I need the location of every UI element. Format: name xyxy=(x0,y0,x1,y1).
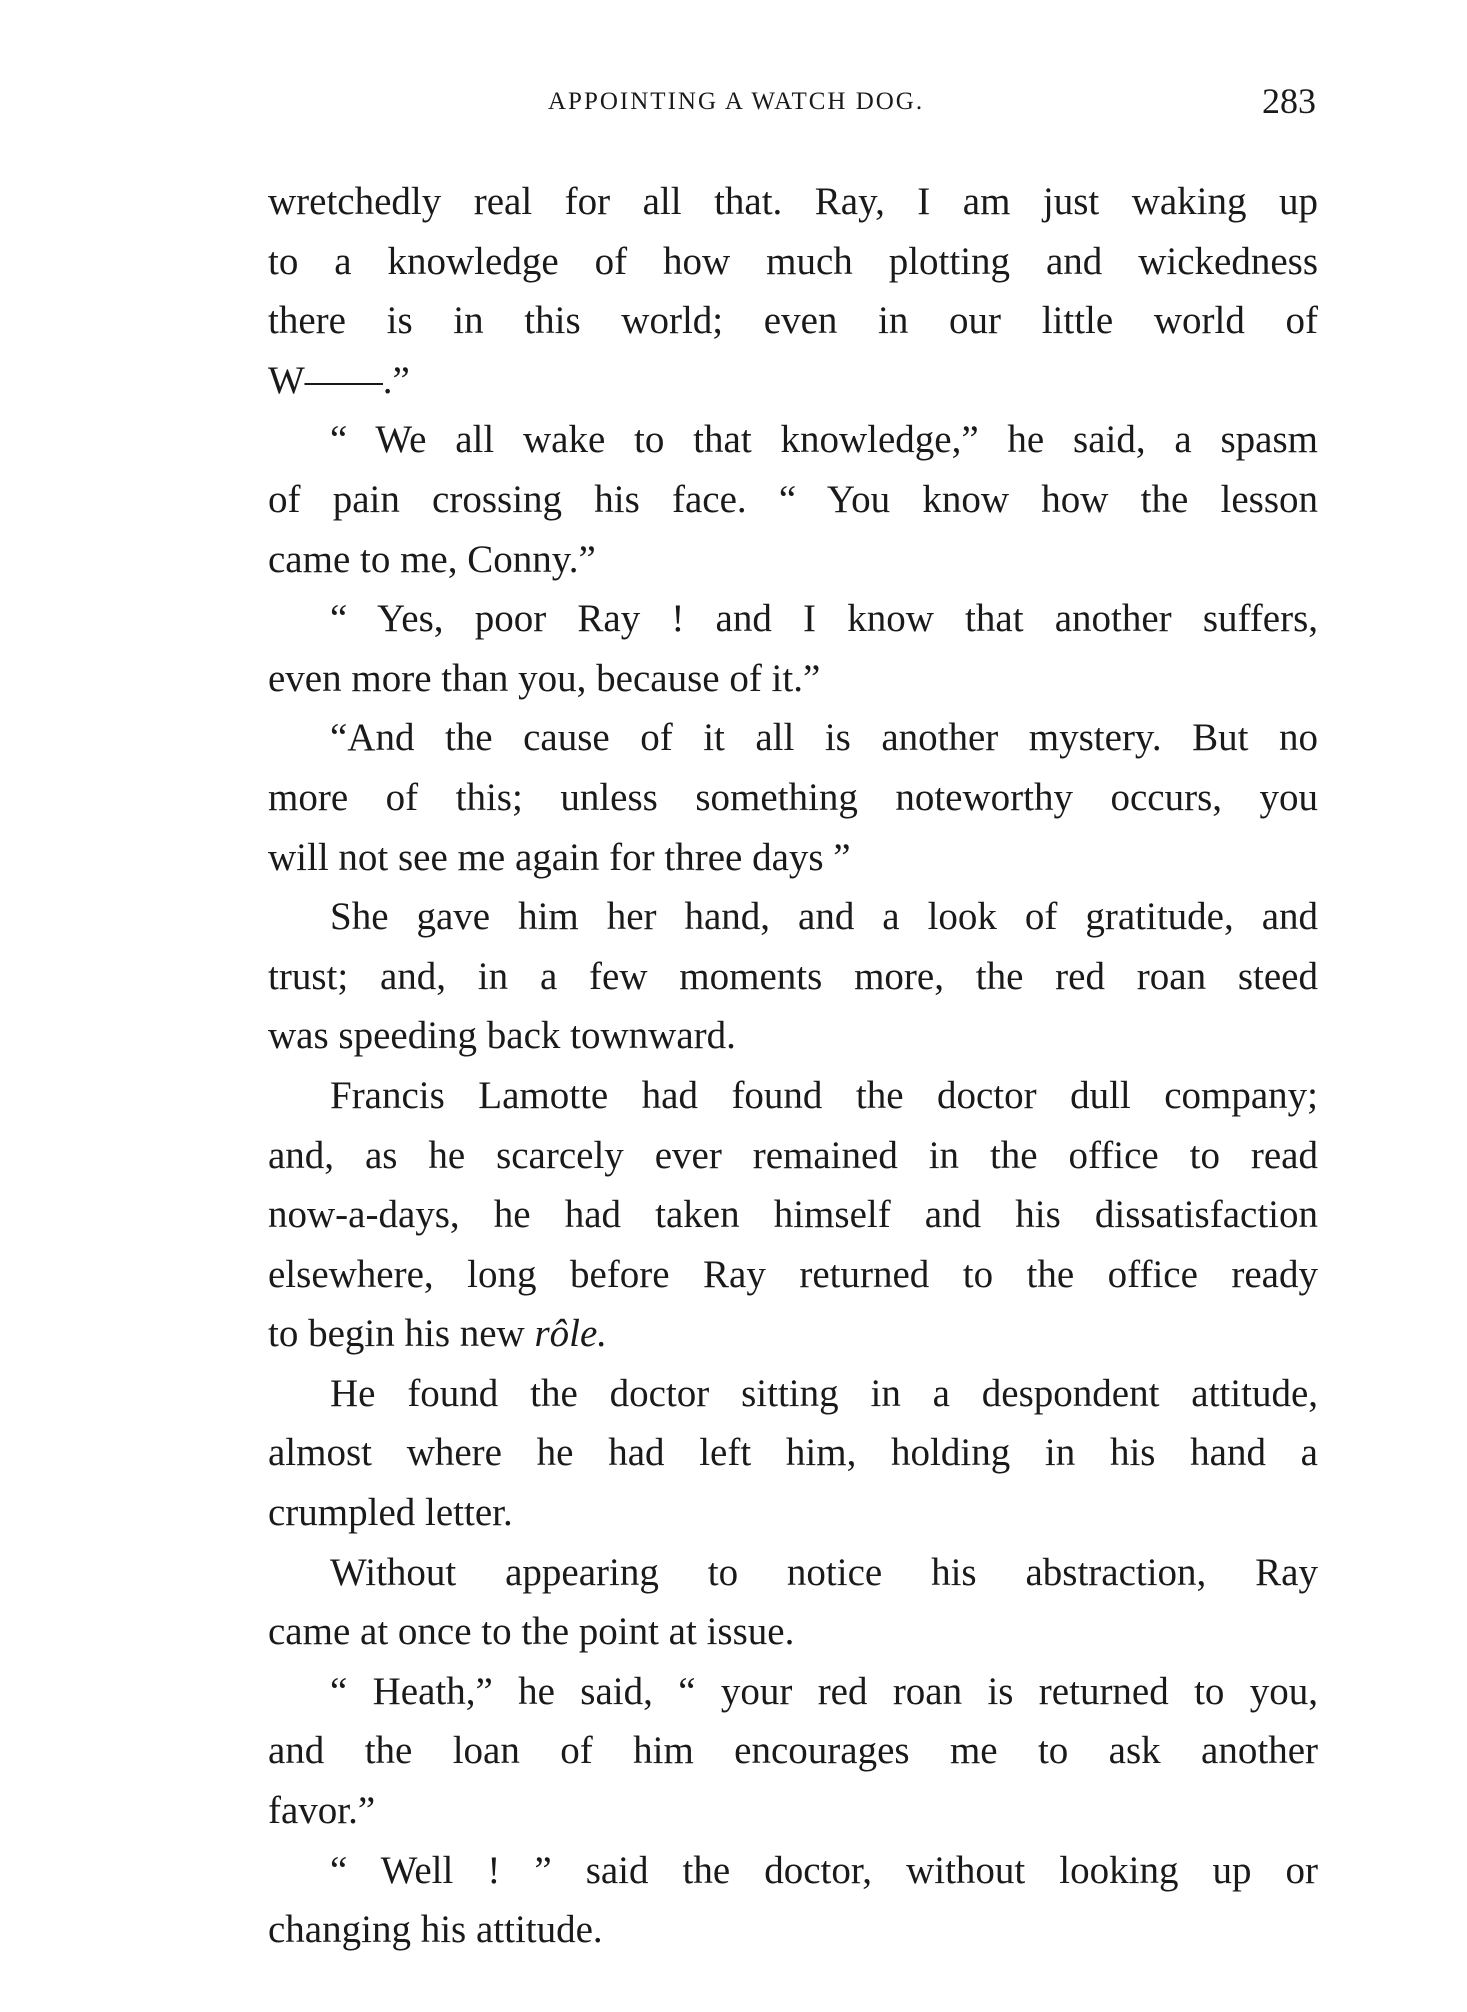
text-line xyxy=(268,708,1318,768)
line-text: came to me, Conny.” xyxy=(268,537,596,581)
line-text: Without appearing to notice his abstraction, Ray xyxy=(330,1550,1318,1594)
running-head: APPOINTING A WATCH DOG. xyxy=(548,88,925,115)
paragraph xyxy=(268,1841,1318,1960)
line-text: to begin his new xyxy=(268,1312,535,1356)
paragraph xyxy=(268,589,1318,708)
line-text: He found the doctor sitting in a despondent attitude, xyxy=(330,1371,1318,1415)
line-text: of pain crossing his face. “ You know how the lesson xyxy=(268,477,1318,521)
text-line xyxy=(268,470,1318,530)
paragraph xyxy=(268,1066,1318,1364)
line-text: will not see me again for three days ” xyxy=(268,835,851,879)
line-text: trust; and, in a few moments more, the red roan steed xyxy=(268,954,1318,998)
text-line xyxy=(268,1304,1318,1364)
text-line xyxy=(268,1841,1318,1901)
text-line xyxy=(268,410,1318,470)
line-text: favor.” xyxy=(268,1789,376,1833)
line-text: there is in this world; even in our little world of xyxy=(268,299,1318,343)
text-line xyxy=(268,351,1318,411)
line-text: “ Yes, poor Ray ! and I know that another suffers, xyxy=(330,597,1318,641)
line-text: now-a-days, he had taken himself and his dissatisfaction xyxy=(268,1193,1318,1237)
text-line xyxy=(268,1543,1318,1603)
line-text: and the loan of him encourages me to ask another xyxy=(268,1729,1318,1773)
line-text: was speeding back townward. xyxy=(268,1014,736,1058)
line-text: almost where he had left him, holding in his hand a xyxy=(268,1431,1318,1475)
line-text: elsewhere, long before Ray returned to the office ready xyxy=(268,1252,1318,1296)
line-text: to a knowledge of how much plotting and wickedness xyxy=(268,239,1318,283)
text-line xyxy=(268,1066,1318,1126)
paragraph xyxy=(268,1662,1318,1841)
line-text: Francis Lamotte had found the doctor dull company; xyxy=(330,1073,1318,1117)
line-text: and, as he scarcely ever remained in the office to read xyxy=(268,1133,1318,1177)
text-line xyxy=(268,887,1318,947)
paragraph xyxy=(268,172,1318,410)
line-text: came at once to the point at issue. xyxy=(268,1610,795,1654)
text-line xyxy=(268,1721,1318,1781)
text-line xyxy=(268,530,1318,590)
text-line xyxy=(268,1185,1318,1245)
text-line xyxy=(268,1602,1318,1662)
text-line xyxy=(268,1423,1318,1483)
text-line xyxy=(268,232,1318,292)
line-text: “And the cause of it all is another mystery. But no xyxy=(330,716,1318,760)
line-text: even more than you, because of it.” xyxy=(268,656,821,700)
text-line xyxy=(268,828,1318,888)
paragraph xyxy=(268,708,1318,887)
line-text: “ We all wake to that knowledge,” he said, a spasm xyxy=(330,418,1318,462)
page-number: 283 xyxy=(1262,81,1316,121)
text-line xyxy=(268,1781,1318,1841)
text-line xyxy=(268,589,1318,649)
line-text: W——.” xyxy=(268,358,410,402)
text-line xyxy=(268,172,1318,232)
text-line xyxy=(268,649,1318,709)
text-line xyxy=(268,291,1318,351)
text-line xyxy=(268,947,1318,1007)
line-text: crumpled letter. xyxy=(268,1491,513,1535)
text-line xyxy=(268,1483,1318,1543)
text-line xyxy=(268,768,1318,828)
line-text: changing his attitude. xyxy=(268,1908,603,1952)
line-text: more of this; unless something noteworthy occurs, you xyxy=(268,775,1318,819)
text-line xyxy=(268,1662,1318,1722)
italic-word: rôle. xyxy=(534,1312,608,1356)
text-line xyxy=(268,1245,1318,1305)
paragraph xyxy=(268,410,1318,589)
line-text: “ Well ! ” said the doctor, without looking up or xyxy=(330,1848,1318,1892)
line-text: She gave him her hand, and a look of gratitude, and xyxy=(330,895,1318,939)
paragraph xyxy=(268,1364,1318,1543)
text-line xyxy=(268,1900,1318,1960)
line-text: wretchedly real for all that. Ray, I am just waking up xyxy=(268,180,1318,223)
text-line xyxy=(268,1006,1318,1066)
text-line xyxy=(268,1126,1318,1186)
paragraph xyxy=(268,887,1318,1066)
text-line xyxy=(268,1364,1318,1424)
page-body xyxy=(268,172,1318,1960)
line-text: “ Heath,” he said, “ your red roan is returned to you, xyxy=(330,1669,1318,1713)
paragraph xyxy=(268,1543,1318,1662)
